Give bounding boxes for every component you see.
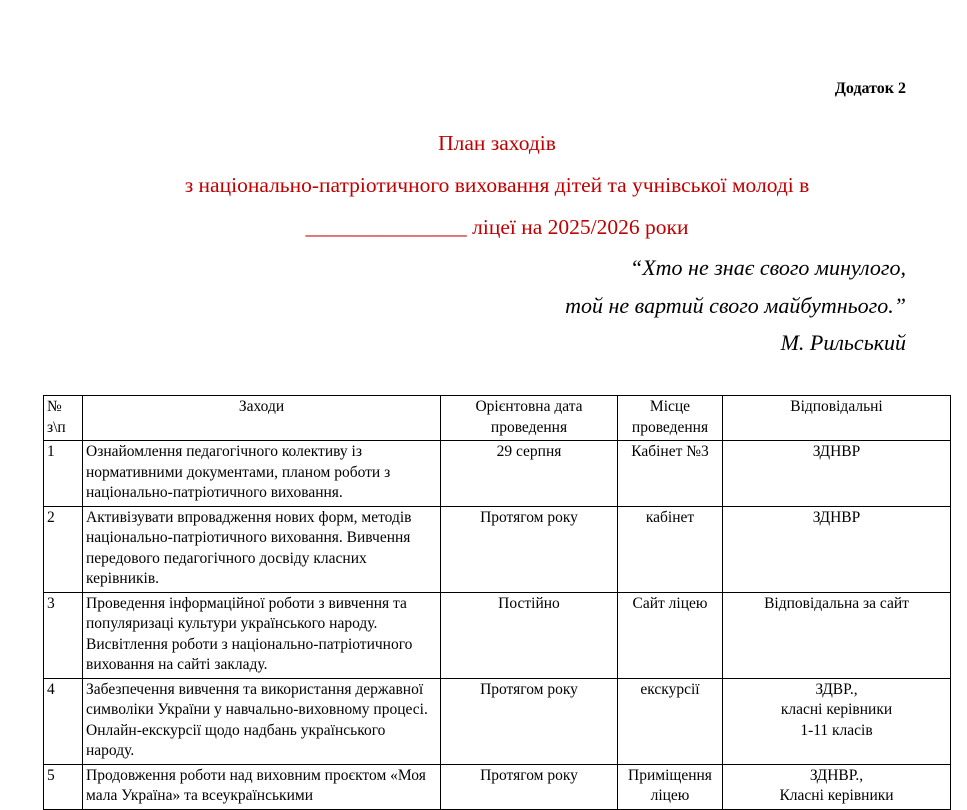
row-place: екскурсії — [618, 678, 723, 764]
row-num: 5 — [44, 764, 83, 809]
table-row — [44, 506, 951, 592]
responsible-line: Відповідальна за сайт — [764, 594, 909, 612]
table-row — [44, 592, 951, 678]
header-activity: Заходи — [83, 396, 441, 441]
epigraph-line-1: “Хто не знає свого минулого, — [629, 255, 906, 280]
row-place: Приміщення ліцею — [618, 764, 723, 809]
document-title — [0, 122, 967, 248]
row-num: 4 — [44, 678, 83, 764]
row-date: Протягом року — [441, 764, 618, 809]
row-responsible — [723, 592, 951, 678]
table-row — [44, 764, 951, 809]
responsible-line: ЗДНВР — [812, 443, 861, 460]
responsible-line: Класні керівники — [779, 787, 894, 804]
epigraph-line-2: той не вартий свого майбутнього.” — [565, 292, 906, 318]
responsible-line: 1-11 класів — [800, 721, 873, 739]
header-responsible: Відповідальні — [723, 396, 951, 441]
epigraph — [565, 249, 906, 362]
row-activity: Продовження роботи над виховним проєктом «Моя мала Україна» та всеукраїнськими — [83, 764, 441, 809]
row-responsible — [723, 678, 951, 764]
row-responsible — [723, 441, 951, 507]
title-blank-field: _______________ — [305, 215, 467, 239]
appendix-label: Додаток 2 — [834, 80, 906, 97]
row-date: Протягом року — [441, 678, 618, 764]
row-num: 2 — [44, 506, 83, 592]
row-date: Постійно — [441, 592, 618, 678]
row-activity: Активізувати впровадження нових форм, методів національно-патріотичного виховання. Вивчення передового педагогічного досвіду класних керівників. — [83, 506, 441, 592]
row-activity: Проведення інформаційної роботи з вивчення та популяризаці культури українського народу. Висвітлення роботи з національно-патріотичного виховання на сайті закладу. — [83, 592, 441, 678]
plan-table — [43, 395, 951, 810]
header-date: Орієнтовна дата проведення — [441, 396, 618, 441]
epigraph-author: М. Рильський — [780, 330, 906, 355]
row-responsible — [723, 764, 951, 809]
responsible-line: ЗДНВР., — [809, 766, 864, 784]
row-activity: Забезпечення вивчення та використання державної символіки України у навчально-виховному процесі. Онлайн-екскурсії щодо надбань українського народу. — [83, 678, 441, 764]
header-num: № з\п — [44, 396, 83, 441]
responsible-line: класні керівники — [780, 701, 893, 718]
table-row — [44, 678, 951, 764]
title-line-3-text: ліцеї на 2025/2026 роки — [472, 215, 689, 239]
row-date: 29 серпня — [441, 441, 618, 507]
table-row — [44, 441, 951, 507]
table-header-row — [44, 396, 951, 441]
row-place: кабінет — [618, 506, 723, 592]
responsible-line: ЗДНВР — [812, 508, 861, 526]
row-responsible — [723, 506, 951, 592]
row-num: 3 — [44, 592, 83, 678]
row-activity: Ознайомлення педагогічного колективу із нормативними документами, планом роботи з національно-патріотичного виховання. — [83, 441, 441, 507]
title-line-1: План заходів — [438, 131, 556, 155]
title-line-3 — [0, 206, 967, 248]
row-date: Протягом року — [441, 506, 618, 592]
row-num: 1 — [44, 441, 83, 507]
header-place: Місце проведення — [618, 396, 723, 441]
title-line-2: з національно-патріотичного виховання дітей та учнівської молоді в — [184, 173, 810, 197]
responsible-line: ЗДВР., — [815, 680, 858, 698]
row-place: Сайт ліцею — [618, 592, 723, 678]
row-place: Кабінет №3 — [618, 441, 723, 507]
